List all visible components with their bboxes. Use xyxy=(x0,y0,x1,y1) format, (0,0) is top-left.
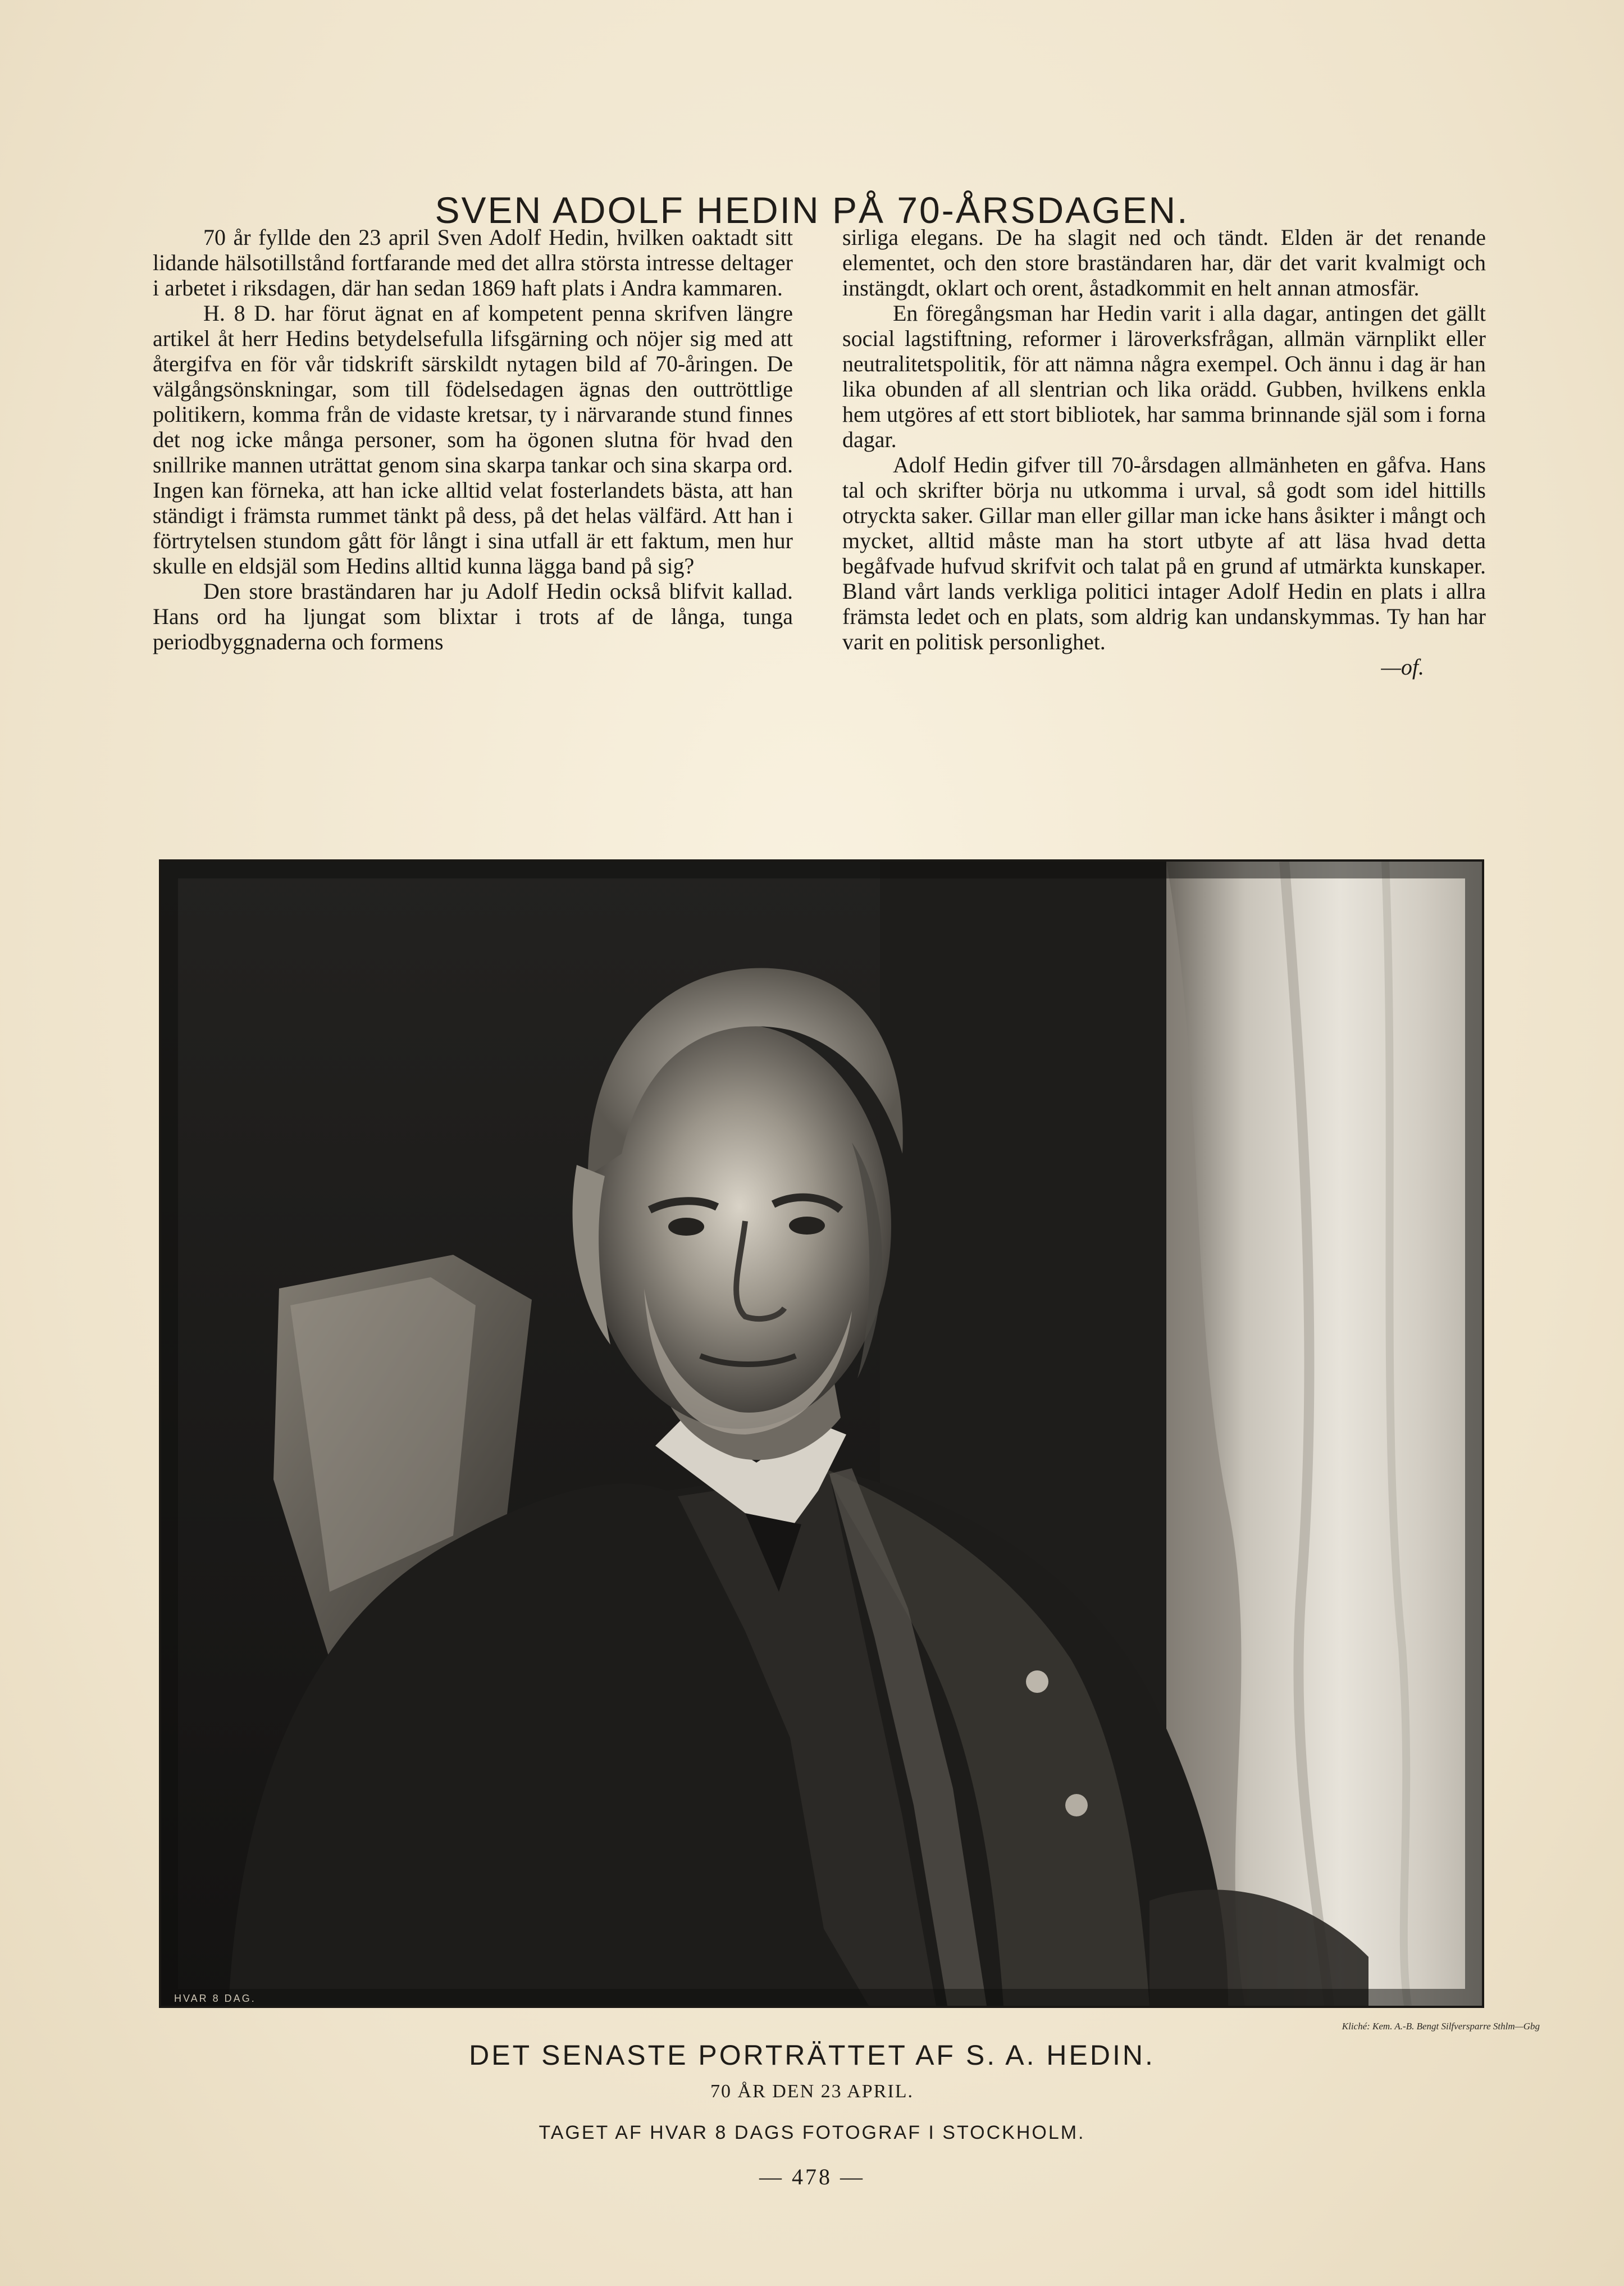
paragraph: En föregångsman har Hedin varit i alla dagar, antingen det gällt social lagstiftning, reformer i läroverksfrågan, allmän värnplikt eller neutralitetspolitik, för att nämna några exempel. Och ännu i dag är han lika obunden af all slentrian och lika orädd. Gubben, hvilkens enkla hem utgöres af ett stort bibliotek, har samma brinnande själ som i forna dagar. xyxy=(842,300,1486,452)
paragraph: Adolf Hedin gifver till 70-årsdagen allmänheten en gåfva. Hans tal och skrifter börja nu utkomma i urval, så godt som idel hittills otryckta saker. Gillar man eller gillar man icke hans åsikter i mångt och mycket, alltid måste man ha stort utbyte af att läsa hvad detta begåfvade hufvud skrifvit och talat på en grund af utmärkta kunskaper. Bland vårt lands verkliga politici intager Adolf Hedin en plats i allra främsta ledet och en plats, som aldrig kan undanskymmas. Ty han har varit en politisk personlighet. xyxy=(842,452,1486,654)
page-number: — 478 — xyxy=(759,2164,865,2189)
left-text-column xyxy=(153,225,793,654)
paragraph: H. 8 D. har förut ägnat en af kompetent penna skrifven längre artikel åt herr Hedins betydelsefulla lifsgärning och nöjer sig med att återgifva en för vår tidskrift särskildt nytagen bild af 70-åringen. De välgångsönskningar, som till födelsedagen ägnas den outtröttlige politikern, komma från de vidaste kretsar, ty i närvarande stund finnes det nog icke många personer, som ha ögonen slutna för hvad den snillrike mannen uträttat genom sina skarpa tankar och sina skarpa ord. Ingen kan förneka, att han icke alltid velat fosterlandets bästa, att han ständigt i främsta rummet tänkt på dess, på det helas välfärd. Att han i förtrytelsen stundom gått för långt i sina utfall är ett faktum, men hur skulle en eldsjäl som Hedins alltid kunna lägga band på sig? xyxy=(153,300,793,579)
portrait-image xyxy=(161,862,1482,2006)
photo-caption-credit: TAGET AF HVAR 8 DAGS FOTOGRAF I STOCKHOLM. xyxy=(539,2122,1085,2143)
right-text-column xyxy=(842,225,1486,680)
photo-watermark: HVAR 8 DAG. xyxy=(174,1993,256,2004)
article-title: SVEN ADOLF HEDIN PÅ 70-ÅRSDAGEN. xyxy=(435,189,1189,231)
photo-caption: DET SENASTE PORTRÄTTET AF S. A. HEDIN. xyxy=(469,2039,1155,2071)
photo-caption-subtitle: 70 ÅR DEN 23 APRIL. xyxy=(710,2081,914,2102)
author-signature: —of. xyxy=(1381,654,1424,680)
paragraph: 70 år fyllde den 23 april Sven Adolf Hedin, hvilken oaktadt sitt lidande hälsotillstånd fortfarande med det allra största intresse deltager i arbetet i riksdagen, där han sedan 1869 haft plats i Andra kammaren. xyxy=(153,225,793,300)
portrait-photo xyxy=(159,859,1484,2008)
photo-credit: Kliché: Kem. A.-B. Bengt Silfversparre Sthlm—Gbg xyxy=(1342,2021,1540,2032)
paragraph: Den store braständaren har ju Adolf Hedin också blifvit kallad. Hans ord ha ljungat som blixtar i trots af de långa, tunga periodbyggnaderna och formens xyxy=(153,579,793,654)
paragraph: sirliga elegans. De ha slagit ned och tändt. Elden är det renande elementet, och den store braständaren har, där det varit kvalmigt och instängdt, oklart och orent, åstadkommit en helt annan atmosfär. xyxy=(842,225,1486,300)
